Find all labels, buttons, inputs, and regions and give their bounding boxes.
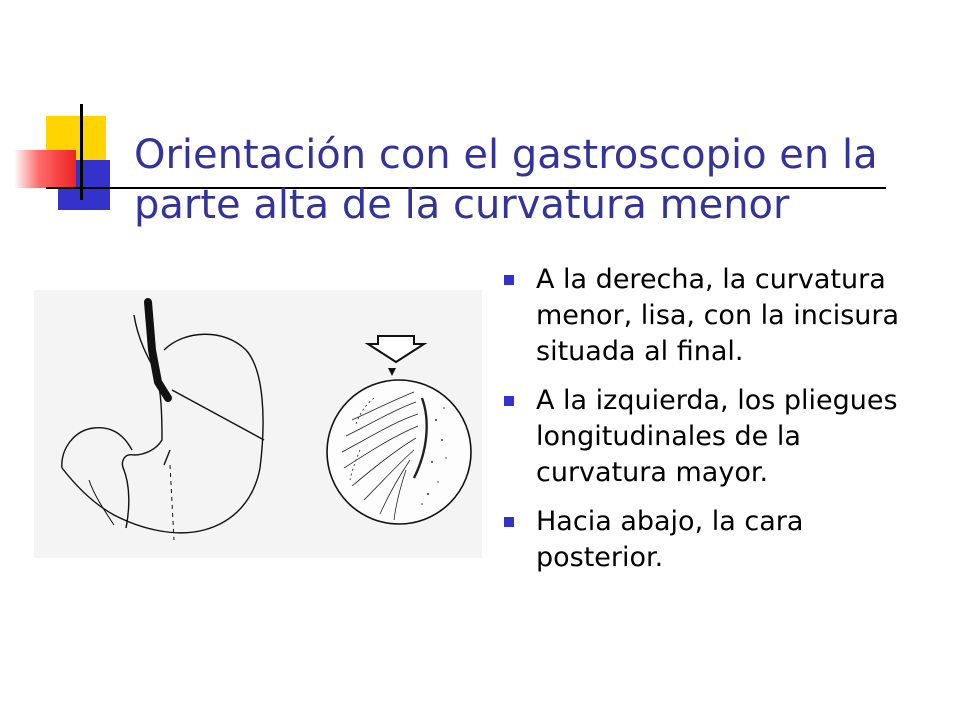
slide-title: Orientación con el gastroscopio en la parte alta de la curvatura menor [134,132,878,228]
bullet-icon [504,396,514,406]
gastroscope-tube [148,302,168,398]
bullet-text: A la izquierda, los pliegues longitudinales de la curvatura mayor. [536,385,898,488]
bullet-icon [504,275,514,285]
incisura-marker [388,368,396,376]
endoscopic-view [327,368,471,524]
corner-decoration [0,0,140,230]
bullet-text: A la derecha, la curvatura menor, lisa, con la incisura situada al final. [536,264,900,367]
bullet-icon [504,517,514,527]
view-arrow-icon [368,336,424,362]
stomach-outline [62,315,264,540]
vertical-rule [80,104,83,200]
illustration-svg [34,290,482,558]
red-gradient-square [14,150,76,188]
bullet-item [500,262,930,370]
bullet-text: Hacia abajo, la cara posterior. [536,506,804,573]
bullet-item [500,383,930,491]
stomach-gastroscope-illustration [34,290,482,558]
bullet-list [500,262,930,589]
bullet-item [500,504,930,576]
